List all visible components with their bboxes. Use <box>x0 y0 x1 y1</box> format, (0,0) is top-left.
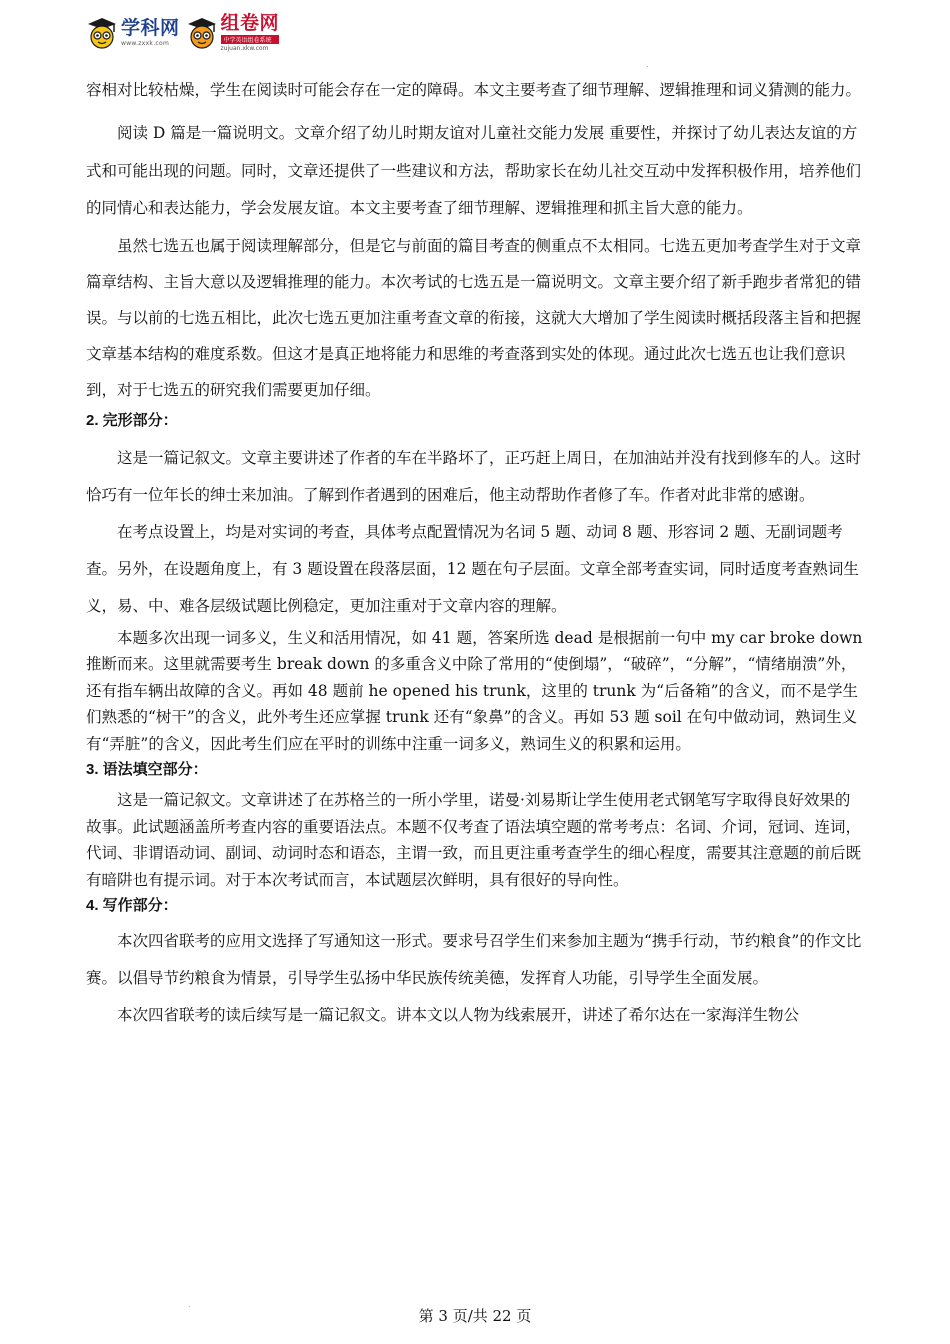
section-heading: 3. 语法填空部分： <box>86 761 208 778</box>
paragraph: 阅读 D 篇是一篇说明文。文章介绍了幼儿时期友谊对儿童社交能力发展 重要性，并探讨了幼儿表达友谊的方式和可能出现的问题。同时，文章还提供了一些建议和方法，帮助家长在幼儿社交互动中发挥积极作用，培养他们的同情心和表达能力，学会发展友谊。本文主要考查了细节理解、逻辑推理和抓主旨大意的能力。 <box>86 124 862 217</box>
xueke-logo[interactable] <box>121 19 180 47</box>
xueke-logo-url: www.zxxk.com <box>121 40 170 47</box>
paragraph: 这是一篇记叙文。文章主要讲述了作者的车在半路坏了，正巧赶上周日，在加油站并没有找到修车的人。这时恰巧有一位年长的绅士来加油。了解到作者遇到的困难后，他主动帮助作者修了车。作者对此非常的感谢。 <box>86 448 862 504</box>
paragraph: 这是一篇记叙文。文章讲述了在苏格兰的一所小学里，诺曼·刘易斯让学生使用老式钢笔写字取得良好效果的故事。此试题涵盖所考查内容的重要语法点。本题不仅考查了语法填空题的常考考点：名词、介词，冠词、连词，代词、非谓语动词、副词、动词时态和语态，主谓一致，而且更注重考查学生的细心程度，需要其注意题的前后既有暗阱也有提示词。对于本次考试而言，本试题层次鲜明，具有很好的导向性。 <box>86 791 862 889</box>
paragraph: 容相对比较枯燥，学生在阅读时可能会存在一定的障碍。本文主要考查了细节理解、逻辑推理和词义猜测的能力。 <box>86 81 862 99</box>
zujuan-logo[interactable] <box>221 14 280 52</box>
zujuan-logo-url: zujuan.xkw.com <box>220 45 269 52</box>
paragraph: 在考点设置上，均是对实词的考查，具体考点配置情况为名词 5 题、动词 8 题、形容词 2 题、无副词题考查。另外，在设题角度上，有 3 题设置在段落层面，12 题在句子层面。文章全部考查实词，同时适度考查熟词生义，易、中、难各层级试题比例稳定，更加注重对于文章内容的理解。 <box>86 522 859 615</box>
page-number: 第 3 页/共 22 页 <box>418 1307 532 1325</box>
xueke-logo-name: 学科网 <box>121 17 180 39</box>
page-header <box>86 12 279 54</box>
xueke-mascot-icon <box>86 16 118 50</box>
decorative-dot: . <box>646 60 649 69</box>
section-heading: 2. 完形部分： <box>86 411 178 429</box>
decorative-dot: . <box>188 1300 191 1309</box>
zujuan-mascot-icon <box>186 16 218 50</box>
zujuan-logo-name: 组卷网 <box>220 12 280 34</box>
page-footer <box>0 1305 950 1326</box>
zujuan-logo-banner: 中学英语组卷系统 <box>221 35 280 44</box>
paragraph: 虽然七选五也属于阅读理解部分，但是它与前面的篇目考查的侧重点不太相同。七选五更加考查学生对于文章篇章结构、主旨大意以及逻辑推理的能力。本次考试的七选五是一篇说明文。文章主要介绍了新手跑步者常犯的错误。与以前的七选五相比，此次七选五更加注重考查文章的衔接，这就大大增加了学生阅读时概括段落主旨和把握文章基本结构的难度系数。但这才是真正地将能力和思维的考查落到实处的体现。通过此次七选五也让我们意识到，对于七选五的研究我们需要更加仔细。 <box>86 236 862 399</box>
paragraph: 本次四省联考的读后续写是一篇记叙文。讲本文以人物为线索展开，讲述了希尔达在一家海洋生物公 <box>117 1006 800 1024</box>
document-body <box>86 72 864 1034</box>
paragraph: 本题多次出现一词多义，生义和活用情况，如 41 题，答案所选 dead 是根据前一句中 my car broke down 推断而来。这里就需要考生 break down 的多重含义中除了常用的“使倒塌”，“破碎”，“分解”，“情绪崩溃”外，还有指车辆出故障的含义。再如 48 题前 he opened his trunk，这里的 trunk 为“后备箱”的含义，而不是学生们熟悉的“树干”的含义，此外考生还应掌握 trunk 还有“象鼻”的含义。再如 53 题 soil 在句中做动词，熟词生义有“弄脏”的含义，因此考生们应在平时的训练中注重一词多义，熟词生义的积累和运用。 <box>86 628 863 753</box>
paragraph: 本次四省联考的应用文选择了写通知这一形式。要求号召学生们来参加主题为“携手行动，节约粮食”的作文比赛。以倡导节约粮食为情景，引导学生弘扬中华民族传统美德，发挥育人功能，引导学生全面发展。 <box>86 932 862 987</box>
section-heading: 4. 写作部分： <box>86 897 178 914</box>
